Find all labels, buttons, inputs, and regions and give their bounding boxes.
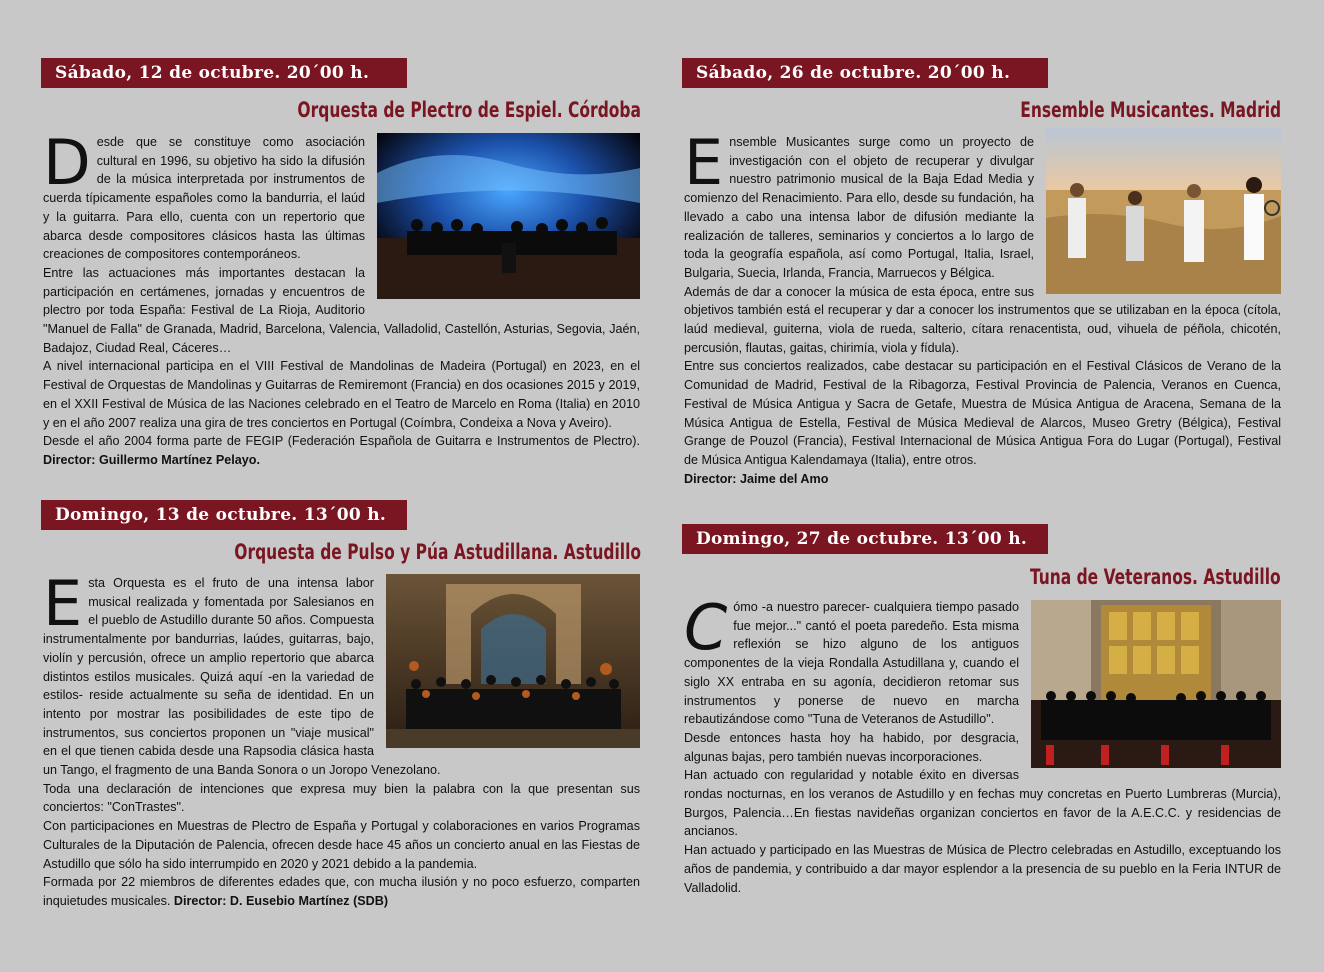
paragraph: esde que se constituye como asociación cultural en 1996, su objetivo ha sido la difusión de la música interpretada por instrumentos de cuerda típicamente españoles como la bandurria, el laúd y la guitarra. Para ello, cuenta con un repertorio que abarca desde compositores clásicos hasta las últimas creaciones de compositores contemporáneos.: [43, 135, 365, 262]
paragraph: Además de dar a conocer la música de esta época, entre sus objetivos también está el recuperar y dar a conocer los instrumentos que se utilizaban en la época (cítola, laúd medieval, guiterna, viola de rueda, salterio, cítara renacentista, oud, vihuela de péñola, chicotén, percusión, flautas, gaitas, chirimía, viola y fídula).: [684, 284, 1281, 355]
photo-orchestra-astudillana: [386, 574, 640, 748]
paragraph: nsemble Musicantes surge como un proyecto de investigación con el objeto de recuperar y divulgar nuestro patrimonio musical de la Baja Edad Media y comienzo del Renacimiento. Para ello, desde su fundación, ha llevado a cabo una intensa labor de difusión mediante la realización de talleres, seminarios y conciertos a lo largo de toda la geografía española, así como Portugal, Italia, Israel, Bulgaria, Suecia, Irlanda, Francia, Marruecos y Bélgica.: [684, 135, 1034, 280]
photo-orchestra-espiel: [377, 133, 640, 299]
event-date-banner: Sábado, 26 de octubre. 20´00 h.: [682, 58, 1048, 88]
paragraph: Formada por 22 miembros de diferentes edades que, con mucha ilusión y no poco esfuerzo, comparten inquietudes musicales. Director: D. Eusebio Martínez (SDB): [43, 875, 640, 908]
dropcap-letter: E: [43, 567, 83, 640]
paragraph: Han actuado con regularidad y notable éxito en diversas rondas nocturnas, en los veranos de Astudillo y en fechas muy concretas en Puerto Lumbreras (Murcia), Burgos, Palencia…En fiestas navideñas organizan conciertos en favor de la A.E.C.C. y residencias de ancianos.: [684, 768, 1281, 839]
event-title: Orquesta de Pulso y Púa Astudillana. Astudillo: [234, 540, 641, 564]
director-name: Director: D. Eusebio Martínez (SDB): [173, 893, 389, 908]
paragraph: ómo -a nuestro parecer- cualquiera tiempo pasado fue mejor..." cantó el poeta paredeño. Esta misma reflexión se hizo alguno de los antiguos componentes de la vieja Rondalla Astudillana y, cuando el siglo XX entraba en su agonía, decidieron retomar sus instrumentos y ponerse de nuevo en marcha rebautizándose como "Tuna de Veteranos de Astudillo".: [684, 600, 1019, 727]
paragraph: Entre sus conciertos realizados, cabe destacar su participación en el Festival Clásicos de Verano de la Comunidad de Madrid, Festival de la Ribagorza, Festival Provincia de Palencia, Veranos en Cuenca, Festival de Música Antigua y Sacra de Getafe, Muestra de Música Antigua de Aracena, Semana de la Música Antigua de Estella, Festival de Música Medieval de Alarcos, Museo Gretry (Bélgica), Festival Grange de Pouzol (Francia), Festival Internacional de Música Antigua Fora do Lugar (Portugal), Festival de Música Antigua Kalendamaya (Italia), entre otros.: [684, 359, 1281, 467]
paragraph: Entre las actuaciones más importantes destacan la participación en certámenes, jornadas y encuentros de plectro por toda España: Festival de La Rioja, Auditorio "Manuel de Falla" de Granada, Madrid, Barcelona, Valencia, Valladolid, Castellón, Asturias, Segovia, Jaén, Badajoz, Ciudad Real, Cáceres…: [43, 265, 640, 355]
photo-tuna-veteranos: [1031, 600, 1281, 768]
dropcap-letter: C: [684, 591, 728, 664]
event-description: [684, 126, 1281, 488]
paragraph: Han actuado y participado en las Muestras de Música de Plectro celebradas en Astudillo, exceptuando los años de pandemia, y contribuido a dar mayor esplendor a la presencia de su pueblo en la Feria INTUR de Valladolid.: [684, 843, 1281, 895]
director-name: Director: Jaime del Amo: [684, 471, 829, 486]
event-date-banner: Domingo, 13 de octubre. 13´00 h.: [41, 500, 407, 530]
event-description: [43, 567, 640, 911]
event-title: Ensemble Musicantes. Madrid: [1020, 98, 1281, 122]
paragraph: Toda una declaración de intenciones que expresa muy bien la palabra con la que presentan sus conciertos: "ConTrastes".: [43, 781, 640, 815]
dropcap-letter: E: [684, 126, 724, 199]
dropcap-letter: D: [43, 126, 91, 199]
event-date-banner: Sábado, 12 de octubre. 20´00 h.: [41, 58, 407, 88]
event-title: Orquesta de Plectro de Espiel. Córdoba: [297, 98, 641, 122]
paragraph: A nivel internacional participa en el VIII Festival de Mandolinas de Madeira (Portugal) en 2023, en el Festival de Orquestas de Mandolinas y Guitarras de Remiremont (Francia) en dos ocasiones 2015 y 2019, en el XXII Festival de Música de las Naciones celebrado en el Teatro de Marcelo en Roma (Italia) en 2010 y en el año 2007 realiza una gira de tres conciertos en Portugal (Coímbra, Condeixa a Nova y Aveiro).: [43, 359, 640, 430]
event-description: [43, 126, 640, 470]
event-title: Tuna de Veteranos. Astudillo: [1030, 565, 1281, 589]
event-description: [684, 591, 1281, 897]
event-date-banner: Domingo, 27 de octubre. 13´00 h.: [682, 524, 1048, 554]
photo-ensemble-musicantes: [1046, 128, 1281, 294]
director-name: Director: Guillermo Martínez Pelayo.: [43, 452, 260, 467]
paragraph: Desde entonces hasta hoy ha habido, por desgracia, algunas bajas, pero también nuevas incorporaciones.: [684, 730, 1019, 764]
paragraph: Desde el año 2004 forma parte de FEGIP (Federación Española de Guitarra e Instrumentos de Plectro). Director: Guillermo Martínez Pelayo.: [43, 434, 640, 467]
paragraph: Con participaciones en Muestras de Plectro de España y Portugal y colaboraciones en varios Programas Culturales de la Diputación de Palencia, ofrecen desde hace 45 años un concierto anual en las Fiestas de Astudillo que sólo ha sido interrumpido en 2020 y 2021 debido a la pandemia.: [43, 819, 640, 871]
paragraph: sta Orquesta es el fruto de una intensa labor musical realizada y fomentada por Salesianos en el pueblo de Astudillo durante 50 años. Compuesta instrumentalmente por bandurrias, laúdes, guitarras, bajo, violín y percusión, ofrece un amplio repertorio que abarca distintos estilos musicales. Quizá aquí -en la variedad de estilos- reside actualmente su seña de identidad. En un intento por mostrar las posibilidades de este tipo de instrumentos, sus conciertos proponen un "viaje musical" en el que tienen cabida desde una Rapsodia clásica hasta un Tango, el fragmento de una Banda Sonora o un Joropo Venezolano.: [43, 576, 441, 778]
